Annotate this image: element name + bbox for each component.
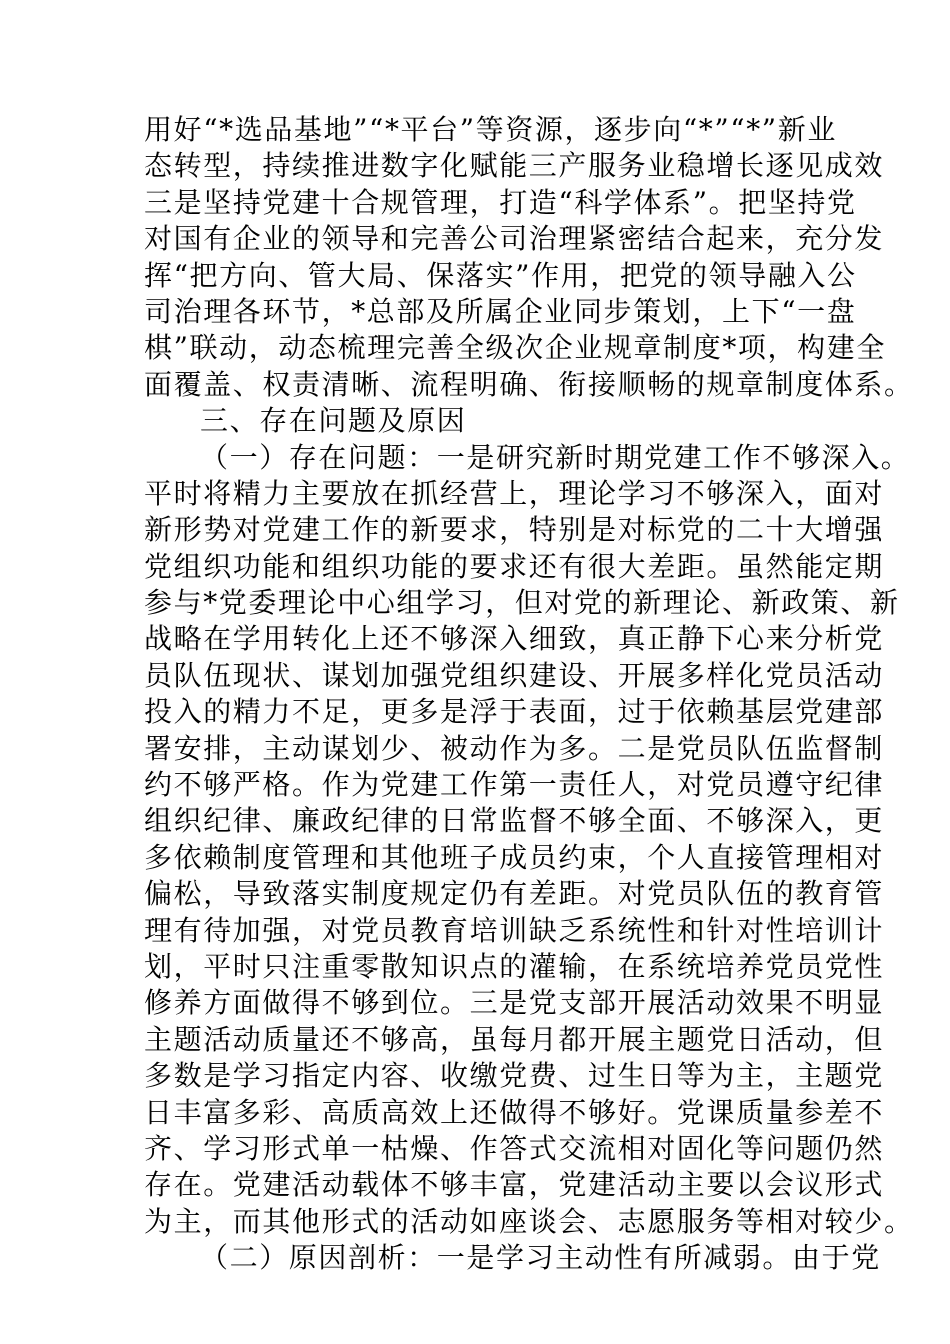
paragraph-line: 偏松，导致落实制度规定仍有差距。对党员队伍的教育管 <box>144 877 885 911</box>
document-body <box>144 112 914 1277</box>
paragraph-line: 对国有企业的领导和完善公司治理紧密结合起来，充分发 <box>144 222 885 256</box>
paragraph-line: 参与*党委理论中心组学习，但对党的新理论、新政策、新 <box>144 586 900 620</box>
paragraph-line: 新形势对党建工作的新要求，特别是对标党的二十大增强 <box>144 513 885 547</box>
paragraph-line: 齐、学习形式单一枯燥、作答式交流相对固化等问题仍然 <box>144 1131 885 1165</box>
causes-paragraph-first-line: （二）原因剖析：一是学习主动性有所减弱。由于党 <box>200 1241 881 1275</box>
paragraph-line: 主题活动质量还不够高，虽每月都开展主题党日活动，但 <box>144 1022 885 1056</box>
paragraph-line: 约不够严格。作为党建工作第一责任人，对党员遵守纪律 <box>144 768 885 802</box>
paragraph-line: 理有待加强，对党员教育培训缺乏系统性和针对性培训计 <box>144 913 885 947</box>
paragraph-line: 党组织功能和组织功能的要求还有很大差距。虽然能定期 <box>144 549 885 583</box>
paragraph-line: 三是坚持党建十合规管理，打造“科学体系”。把坚持党 <box>144 185 857 219</box>
paragraph-line: 署安排，主动谋划少、被动作为多。二是党员队伍监督制 <box>144 731 885 765</box>
paragraph-line: 用好“*选品基地”“*平台”等资源，逐步向“*”“*”新业 <box>144 113 837 146</box>
paragraph-line: 态转型，持续推进数字化赋能三产服务业稳增长逐见成效 <box>144 149 885 183</box>
paragraph-line: 为主，而其他形式的活动如座谈会、志愿服务等相对较少。 <box>144 1204 914 1238</box>
paragraph-line: 面覆盖、权责清晰、流程明确、衔接顺畅的规章制度体系。 <box>144 367 914 401</box>
paragraph-line: 日丰富多彩、高质高效上还做得不够好。党课质量参差不 <box>144 1095 885 1129</box>
paragraph-line: 战略在学用转化上还不够深入细致，真正静下心来分析党 <box>144 622 885 656</box>
paragraph-line: 平时将精力主要放在抓经营上，理论学习不够深入，面对 <box>144 476 885 510</box>
paragraph-line: 挥“把方向、管大局、保落实”作用，把党的领导融入公 <box>144 258 857 292</box>
paragraph-line: 投入的精力不足，更多是浮于表面，过于依赖基层党建部 <box>144 695 885 729</box>
paragraph-line: 划，平时只注重零散知识点的灌输，在系统培养党员党性 <box>144 949 885 983</box>
paragraph-line: 司治理各环节，*总部及所属企业同步策划，上下“一盘 <box>144 294 857 328</box>
paragraph-line: 组织纪律、廉政纪律的日常监督不够全面、不够深入，更 <box>144 804 885 838</box>
paragraph-line: 存在。党建活动载体不够丰富，党建活动主要以会议形式 <box>144 1168 885 1202</box>
paragraph-line: 棋”联动，动态梳理完善全级次企业规章制度*项，构建全 <box>144 331 886 365</box>
problems-paragraph-first-line: （一）存在问题：一是研究新时期党建工作不够深入。 <box>200 440 911 474</box>
paragraph-line: 修养方面做得不够到位。三是党支部开展活动效果不明显 <box>144 986 885 1020</box>
paragraph-line: 员队伍现状、谋划加强党组织建设、开展多样化党员活动 <box>144 658 885 692</box>
paragraph-line: 多依赖制度管理和其他班子成员约束，个人直接管理相对 <box>144 840 885 874</box>
paragraph-line: 多数是学习指定内容、收缴党费、过生日等为主，主题党 <box>144 1059 885 1093</box>
section-heading: 三、存在问题及原因 <box>200 404 467 438</box>
